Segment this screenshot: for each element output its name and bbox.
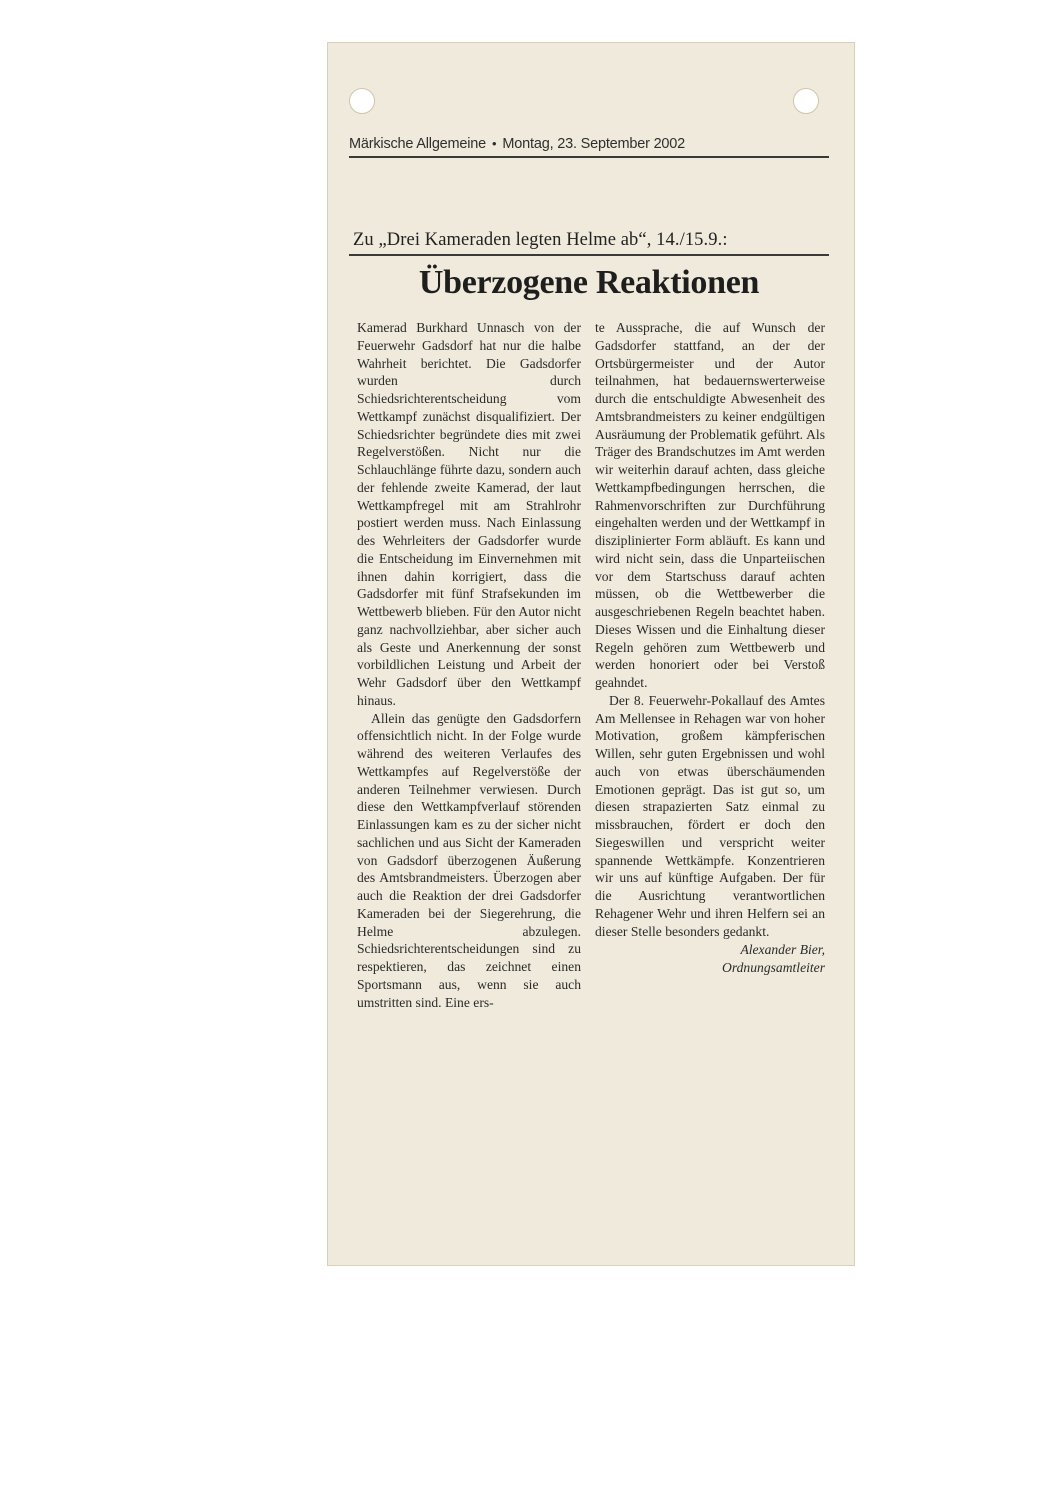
newspaper-clipping xyxy=(327,42,855,1266)
newspaper-name: Märkische Allgemeine xyxy=(349,136,487,152)
paragraph: te Aussprache, die auf Wunsch der Gadsdorfer stattfand, an der der Ortsbürgermeister und der Autor teilnahmen, hat bedauernswerterweise durch die entschuldigte Abwesenheit des Amtsbrandmeisters zu keiner endgültigen Ausräumung der Problematik geführt. Als Träger des Brandschutzes im Amt werden wir weiterhin darauf achten, dass gleiche Wettkampfbedingungen herrschen, die Rahmenvorschriften zur Durchführung eingehalten werden und der Wettkampf in disziplinierter Form abläuft. Es kann und wird nicht sein, dass die Unparteiischen vor dem Startschuss darauf achten müssen, ob die Wettbewerber die ausgeschriebenen Regeln beachtet haben. Dieses Wissen und die Einhaltung dieser Regeln gehören zum Wettbewerb und werden honoriert oder bei Verstoß geahndet. xyxy=(595,320,825,690)
kicker-rule xyxy=(349,254,829,256)
masthead-rule xyxy=(349,156,829,158)
author-name: Alexander Bier, xyxy=(740,942,825,958)
bullet-separator: • xyxy=(492,136,497,151)
paragraph: Kamerad Burkhard Unnasch von der Feuerwehr Gadsdorf hat nur die halbe Wahrheit berichtet. Die Gadsdorfer wurden durch Schiedsrichterentscheidung vom Wettkampf zunächst disqualifiziert. Der Schiedsrichter begründete dies mit zwei Regelverstößen. Nicht nur die Schlauchlänge führte dazu, sondern auch der fehlende zweite Kamerad, der laut Wettkampfregel mit am Strahlrohr postiert werden muss. Nach Einlassung des Wehrleiters der Gadsdorfer wurde die Entscheidung im Einvernehmen mit ihnen dahin korrigiert, dass die Gadsdorfer mit fünf Strafsekunden im Wettbewerb blieben. Für den Autor nicht ganz nachvollziehbar, aber sicher auch als Geste und Anerkennung der sonst vorbildlichen Leistung und Arbeit der Wehr Gadsdorf über den Wettkampf hinaus. xyxy=(357,320,581,708)
paragraph: Allein das genügte den Gadsdorfern offensichtlich nicht. In der Folge wurde während des weiteren Verlaufes des Wettkampfes auf Regelverstöße der anderen Teilnehmer verwiesen. Durch diese den Wettkampfverlauf störenden Einlassungen kam es zu der sicher nicht sachlichen und aus Sicht der Kameraden von Gadsdorf überzogenen Äußerung des Amtsbrandmeisters. Überzogen aber auch die Reaktion der drei Gadsdorfer Kameraden bei der Siegerehrung, die Helme abzulegen. Schiedsrichterentscheidungen sind zu respektieren, das zeichnet einen Sportsmann aus, wenn sie auch umstritten sind. Eine ers- xyxy=(357,710,581,1010)
publication-date: Montag, 23. September 2002 xyxy=(502,136,686,152)
article-headline: Überzogene Reaktionen xyxy=(418,264,760,301)
author-signature xyxy=(595,941,825,977)
article-kicker: Zu „Drei Kameraden legten Helme ab“, 14./15.9.: xyxy=(353,230,728,250)
punch-hole xyxy=(349,88,375,114)
author-role: Ordnungsamtleiter xyxy=(722,960,825,975)
punch-hole xyxy=(793,88,819,114)
paragraph: Der 8. Feuerwehr-Pokallauf des Amtes Am Mellensee in Rehagen war von hoher Motivation, großem kämpferischen Willen, sehr guten Ergebnissen und wohl auch von etwas überschäumenden Emotionen geprägt. Das ist gut so, um diesen strapazierten Satz einmal zu missbrauchen, fördert er doch den Siegeswillen und verspricht weiter spannende Wettkämpfe. Konzentrieren wir uns auf künftige Aufgaben. Der für die Ausrichtung verantwortlichen Rehagener Wehr und ihren Helfern sei an dieser Stelle besonders gedankt. xyxy=(595,692,825,939)
article-column-2 xyxy=(595,319,825,977)
masthead xyxy=(349,136,829,152)
article-column-1 xyxy=(357,319,581,1011)
